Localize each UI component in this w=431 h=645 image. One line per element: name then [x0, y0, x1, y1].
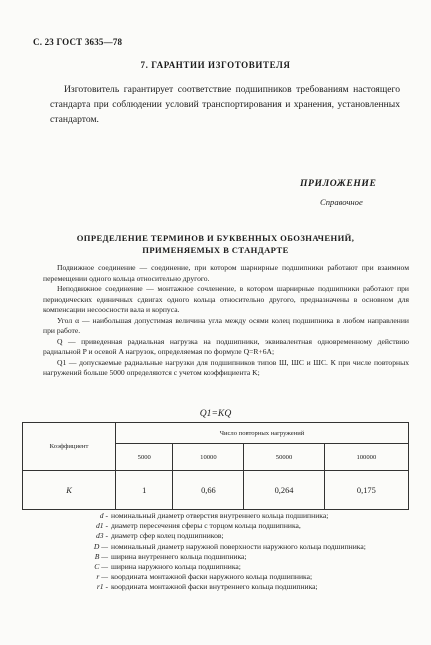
notation-text: диаметр сфер колец подшипников; [111, 531, 224, 541]
definition-paragraph: Q — приведенная радиальная нагрузка на подшипники, эквивалентная одновременному действию радиальной P и осевой A нагрузок, определяемая по формуле Q=R+6A; [43, 336, 409, 356]
table-column-header: 5000 [116, 444, 173, 471]
notation-text: координата монтажной фаски наружного кольца подшипника; [111, 572, 313, 582]
notation-item [84, 582, 410, 592]
notation-item [84, 562, 410, 572]
notation-item [84, 511, 410, 521]
definition-paragraph: Неподвижное соединение — монтажное сочленение, в котором шарнирные подшипники работают при периодических единичных сдвигах одного кольца относительно другого, предназначены в основном для компенсации несоосности вала и корпуса. [43, 284, 409, 314]
notation-text: номинальный диаметр отверстия внутреннего кольца подшипника; [111, 511, 329, 520]
table-column-header: 10000 [173, 444, 244, 471]
formula: Q1=KQ [199, 408, 232, 419]
table-cell: 1 [116, 471, 173, 510]
notation-item [84, 542, 410, 552]
notations-list [84, 511, 410, 593]
notation-symbol: d - [99, 511, 108, 520]
table-cell: 0,264 [244, 471, 324, 510]
definition-paragraph: Угол α — наибольшая допустимая величина угла между осями колец подшипника в любом направлении при работе. [43, 315, 409, 335]
definitions-title [40, 233, 391, 256]
notation-item [84, 531, 410, 541]
notation-symbol: d3 - [95, 531, 108, 541]
table-row-header: Коэффициент [23, 423, 116, 471]
notation-text: диаметр пересечения сферы с торцом кольца подшипника, [111, 521, 301, 531]
notation-text: координата монтажной фаски внутреннего кольца подшипника; [111, 582, 318, 592]
table-group-header: Число повторных нагружений [116, 423, 409, 444]
table-column-header: 50000 [244, 444, 324, 471]
notation-symbol: d1 - [95, 521, 108, 531]
definitions-body [43, 263, 409, 379]
table-column-header: 100000 [324, 444, 408, 471]
table-cell: 0,66 [173, 471, 244, 510]
section-paragraph: Изготовитель гарантирует соответствие подшипников требованиям настоящего стандарта при соблюдении условий транспортирования и хранения, установленных стандартом. [50, 84, 400, 125]
notation-text: номинальный диаметр наружной поверхности наружного кольца подшипника; [111, 541, 366, 551]
notation-item [84, 572, 410, 582]
table-cell: 0,175 [324, 471, 408, 510]
page-header: С. 23 ГОСТ 3635—78 [33, 37, 123, 47]
notation-text: ширина наружного кольца подшипника; [111, 562, 241, 572]
notation-symbol: C — [94, 562, 108, 572]
section-title: 7. ГАРАНТИИ ИЗГОТОВИТЕЛЯ [140, 60, 291, 70]
notation-text: ширина внутреннего кольца подшипника; [111, 551, 247, 561]
definitions-title-line2: ПРИМЕНЯЕМЫХ В СТАНДАРТЕ [142, 244, 289, 255]
notation-symbol: r1 - [96, 582, 108, 592]
table-row-label: K [23, 471, 116, 510]
definition-paragraph: Q1 — допускаемые радиальные нагрузки для подшипников типов Ш, ШС и ШС. К при числе повторных нагружений больше 5000 определяются с учетом коэффициента K; [43, 357, 409, 377]
notation-symbol: D — [93, 541, 108, 551]
appendix-subtitle: Справочное [320, 197, 363, 207]
definition-paragraph: Подвижное соединение — соединение, при котором шарнирные подшипники работают при взаимном перемещении одного кольца относительно другого. [43, 263, 409, 283]
notation-symbol: r — [96, 572, 108, 582]
notation-item [84, 552, 410, 562]
notation-item [84, 521, 410, 531]
notation-symbol: B — [94, 551, 108, 561]
definitions-title-line1: ОПРЕДЕЛЕНИЕ ТЕРМИНОВ И БУКВЕННЫХ ОБОЗНАЧЕНИЙ, [76, 233, 355, 243]
appendix-title: ПРИЛОЖЕНИЕ [300, 178, 377, 189]
coefficient-table [22, 422, 409, 510]
